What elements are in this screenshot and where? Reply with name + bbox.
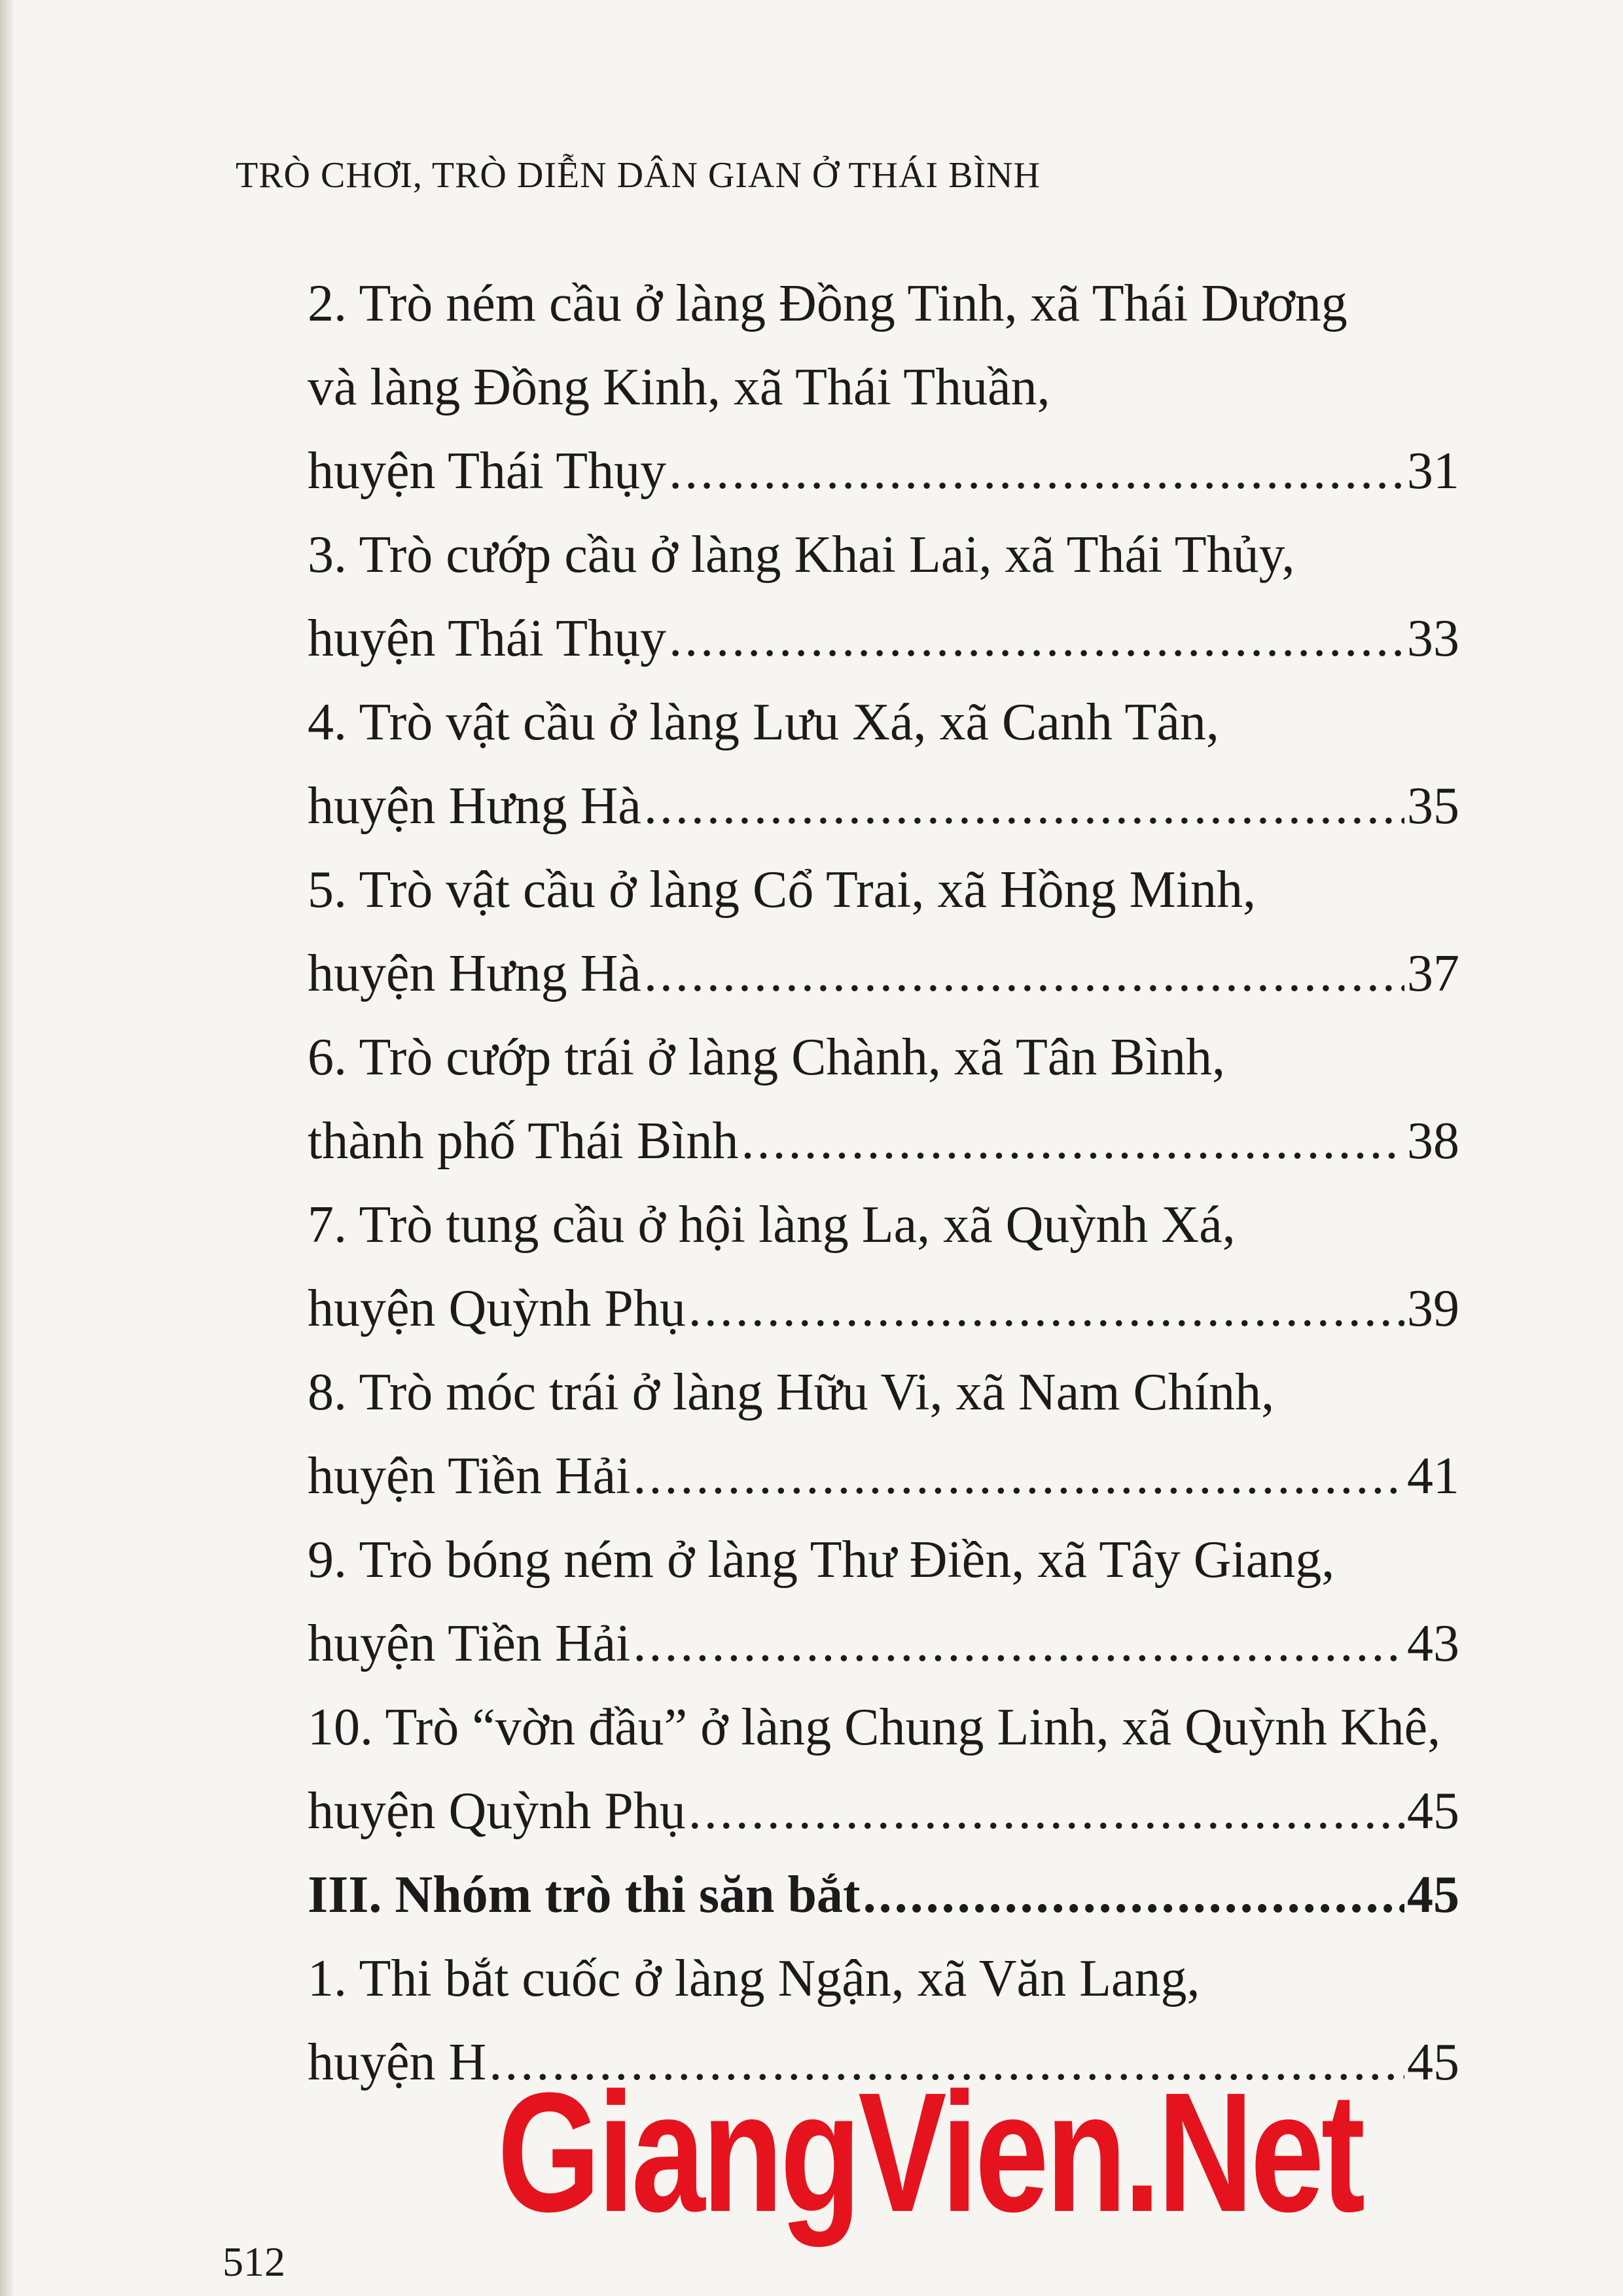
dot-leader — [741, 1099, 1404, 1183]
toc-entry-label: huyện Tiền Hải — [308, 1615, 631, 1672]
toc-entry-label: huyện Thái Thụy — [308, 442, 667, 500]
toc-entry-last-line — [308, 597, 1459, 680]
toc-entry — [308, 1686, 1459, 1853]
running-header: TRÒ CHƠI, TRÒ DIỄN DÂN GIAN Ở THÁI BÌNH — [236, 155, 1041, 196]
toc-page-number: 38 — [1407, 1112, 1459, 1170]
toc-entry-label: huyện Quỳnh Phụ — [308, 1782, 686, 1840]
toc-entry-last-line — [308, 1853, 1459, 1937]
toc-entry-line: 7. Trò tung cầu ở hội làng La, xã Quỳnh Xá, — [308, 1196, 1236, 1254]
toc-entry — [308, 680, 1459, 848]
toc-entry-last-line — [308, 1602, 1459, 1686]
toc-entry — [308, 1351, 1459, 1518]
toc-entry — [308, 1183, 1459, 1351]
toc-entry-line: 2. Trò ném cầu ở làng Đồng Tinh, xã Thái Dương — [308, 275, 1347, 332]
toc-entry — [308, 1016, 1459, 1183]
dot-leader — [669, 429, 1404, 513]
toc-entry — [308, 1518, 1459, 1686]
dot-leader — [863, 1853, 1404, 1937]
toc-entry-label: huyện Thái Thụy — [308, 610, 667, 667]
dot-leader — [688, 1769, 1404, 1853]
toc-page-number: 41 — [1407, 1447, 1459, 1505]
watermark-logo: GiangVien.Net — [497, 2058, 1363, 2248]
dot-leader — [669, 597, 1404, 680]
toc-page-number: 45 — [1407, 1782, 1459, 1840]
dot-leader — [633, 1602, 1404, 1686]
toc-entry-label: III. Nhóm trò thi săn bắt — [308, 1866, 861, 1924]
toc-page-number: 37 — [1407, 945, 1459, 1002]
toc-entry-label: huyện H — [308, 2034, 487, 2091]
toc-entry-label: thành phố Thái Bình — [308, 1112, 739, 1170]
dot-leader — [644, 932, 1404, 1016]
table-of-contents — [308, 262, 1459, 2104]
toc-entry-last-line — [308, 1434, 1459, 1518]
toc-entry-line: 1. Thi bắt cuốc ở làng Ngận, xã Văn Lang, — [308, 1950, 1200, 2007]
toc-page-number: 45 — [1407, 1866, 1459, 1924]
toc-page-number: 35 — [1407, 777, 1459, 835]
toc-entry-line: và làng Đồng Kinh, xã Thái Thuần, — [308, 359, 1050, 416]
toc-entry-last-line — [308, 1769, 1459, 1853]
toc-entry-line: 4. Trò vật cầu ở làng Lưu Xá, xã Canh Tân, — [308, 694, 1219, 751]
toc-entry-line: 10. Trò “vờn đầu” ở làng Chung Linh, xã Quỳnh Khê, — [308, 1699, 1441, 1756]
binding-edge — [0, 0, 14, 2296]
toc-page-number: 45 — [1407, 2034, 1459, 2091]
toc-entry — [308, 513, 1459, 680]
toc-entry-last-line — [308, 1267, 1459, 1351]
toc-entry-line: 5. Trò vật cầu ở làng Cổ Trai, xã Hồng Minh, — [308, 861, 1257, 919]
toc-entry-label: huyện Hưng Hà — [308, 777, 641, 835]
toc-page-number: 43 — [1407, 1615, 1459, 1672]
dot-leader — [644, 764, 1404, 848]
toc-entry-last-line — [308, 1099, 1459, 1183]
toc-entry-line: 9. Trò bóng ném ở làng Thư Điền, xã Tây Giang, — [308, 1531, 1335, 1589]
toc-page-number: 39 — [1407, 1280, 1459, 1337]
toc-entry — [308, 262, 1459, 513]
toc-entry-line: 8. Trò móc trái ở làng Hữu Vi, xã Nam Chính, — [308, 1364, 1275, 1421]
toc-entry-label: huyện Tiền Hải — [308, 1447, 631, 1505]
page-number: 512 — [223, 2238, 285, 2285]
toc-entry-label: huyện Hưng Hà — [308, 945, 641, 1002]
toc-page-number: 31 — [1407, 442, 1459, 500]
dot-leader — [688, 1267, 1404, 1351]
toc-entry — [308, 1853, 1459, 1937]
toc-entry-label: huyện Quỳnh Phụ — [308, 1280, 686, 1337]
toc-entry-last-line — [308, 932, 1459, 1016]
toc-entry-line: 3. Trò cướp cầu ở làng Khai Lai, xã Thái Thủy, — [308, 526, 1295, 584]
toc-entry-line: 6. Trò cướp trái ở làng Chành, xã Tân Bình, — [308, 1029, 1225, 1086]
toc-entry-last-line — [308, 764, 1459, 848]
toc-page-number: 33 — [1407, 610, 1459, 667]
toc-entry — [308, 848, 1459, 1016]
toc-entry-last-line — [308, 429, 1459, 513]
dot-leader — [633, 1434, 1404, 1518]
